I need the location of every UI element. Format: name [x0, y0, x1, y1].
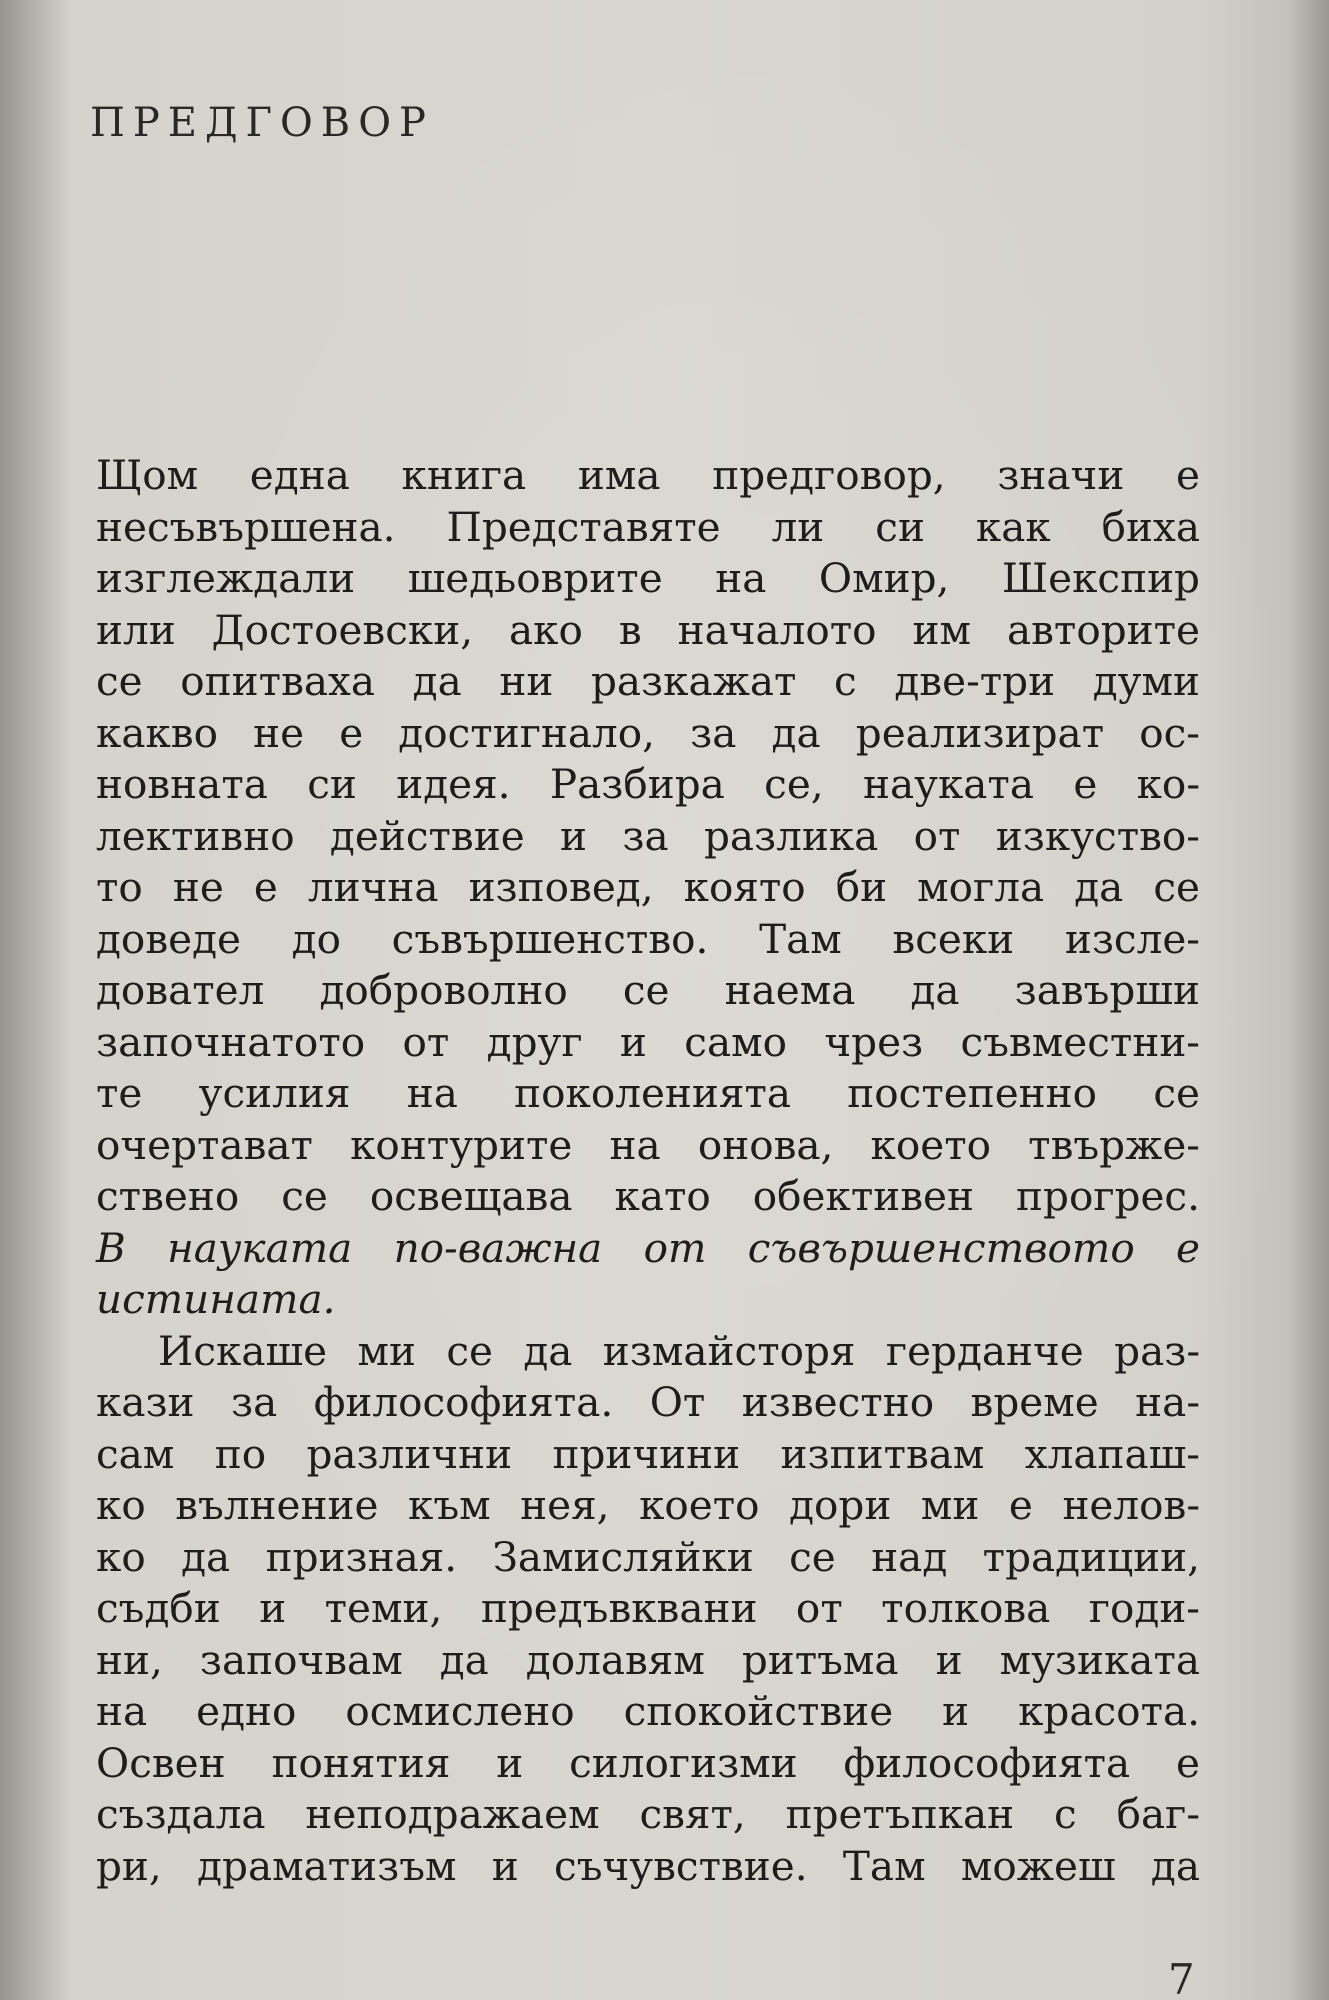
chapter-heading: ПРЕДГОВОР	[90, 100, 434, 146]
text-line: съдби и теми, предъвквани от толкова годи-	[96, 1584, 1200, 1632]
text-line: Искаше ми се да измайсторя герданче раз-	[158, 1326, 1200, 1375]
bleed-line	[1222, 133, 1260, 177]
text-line: ко да призная. Замисляйки се над традиции,	[96, 1532, 1200, 1581]
text-line: на едно осмислено спокойствие и красота.	[96, 1687, 1200, 1735]
text-line: лективно действие и за разлика от изкуство-	[96, 811, 1200, 860]
page-number: 7	[1168, 1955, 1195, 2000]
text-line: ствено се освещава като обективен прогрес.	[96, 1172, 1200, 1220]
text-line: или Достоевски, ако в началото им авторите	[96, 605, 1200, 654]
text-line: сам по различни причини изпитвам хлапаш-	[96, 1429, 1200, 1478]
body-text	[96, 450, 1200, 1892]
text-line: ри, драматизъм и съчувствие. Там можеш да	[96, 1841, 1200, 1890]
text-line: то не е лична изповед, която би могла да се	[96, 863, 1200, 911]
text-line: се опитваха да ни разкажат с две-три думи	[96, 657, 1200, 705]
text-line: създала неподражаем свят, претъпкан с баг-	[96, 1790, 1200, 1838]
text-line: Освен понятия и силогизми философията е	[96, 1738, 1200, 1787]
text-line: несъвършена. Представяте ли си как биха	[96, 502, 1200, 551]
text-line: очертават контурите на онова, което твърже-	[96, 1120, 1200, 1169]
italic-text-line: истината.	[96, 1275, 336, 1323]
paragraph-1	[96, 450, 1200, 1326]
text-line: довател доброволно се наема да завърши	[96, 966, 1200, 1014]
text-line: какво не е достигнало, за да реализират ос-	[96, 708, 1200, 757]
text-line: ко вълнение към нея, което дори ми е нелов-	[96, 1481, 1200, 1529]
text-line: ни, започвам да долавям ритъма и музиката	[96, 1635, 1200, 1684]
text-line: изглеждали шедьоврите на Омир, Шекспир	[96, 554, 1200, 602]
text-line: новната си идея. Разбира се, науката е ко-	[96, 760, 1200, 808]
text-line: кази за философията. От известно време на-	[96, 1378, 1200, 1426]
text-line: Щом една книга има предговор, значи е	[96, 451, 1200, 499]
text-line: доведе до съвършенство. Там всеки изсле-	[96, 914, 1200, 963]
italic-text-line: В науката по-важна от съвършенството е	[96, 1223, 1200, 1272]
paragraph-2	[96, 1326, 1200, 1893]
text-line: те усилия на поколенията постепенно се	[96, 1069, 1200, 1117]
text-line: започнатото от друг и само чрез съвместни-	[96, 1017, 1200, 1066]
bleed-through-texture	[500, 130, 1260, 490]
